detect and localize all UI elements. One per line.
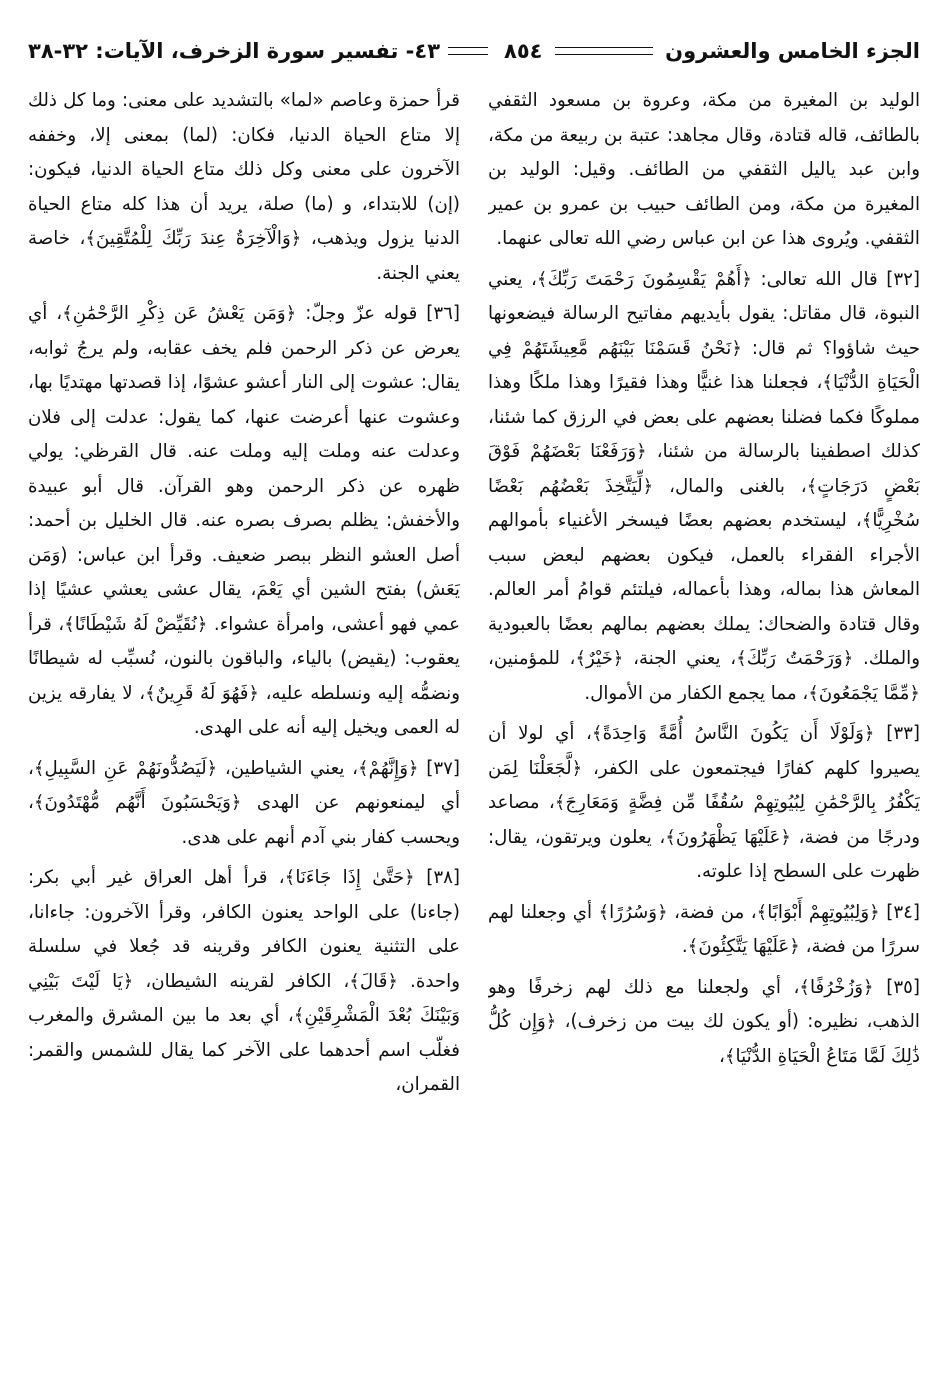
paragraph: [٣٤] ﴿وَلِبُيُوتِهِمْ أَبْوَابًا﴾، من فضة، ﴿وَسُرُرًا﴾ أي وجعلنا لهم سررًا من فضة، ﴿عَلَيْهَا يَتَّكِئُونَ﴾. (488, 901, 920, 957)
sura-info: ٤٣- تفسير سورة الزخرف، الآيات: ٣٢-٣٨ (28, 39, 441, 63)
right-column (488, 84, 920, 1374)
paragraph: [٣٨] ﴿حَتَّىٰ إِذَا جَاءَنَا﴾، قرأ أهل العراق غير أبي بكر: (جاءنا) على الواحد يعنون الكافر، وقرأ الآخرون: جاءانا، على التثنية يعنون الكافر وقرينه قد جُعلا في سلسلة واحدة. ﴿قَالَ﴾، الكافر لقرينه الشيطان، ﴿يَا لَيْتَ بَيْنِي وَبَيْنَكَ بُعْدَ الْمَشْرِقَيْنِ﴾، أي بعد ما بين المشرق والمغرب فغلّب اسم أحدهما على الآخر كما يقال للشمس والقمر: القمران، (28, 867, 460, 1095)
paragraph: [٣٥] ﴿وَزُخْرُفًا﴾، أي ولجعلنا مع ذلك لهم زخرفًا وهو الذهب، نظيره: (أو يكون لك بيت من زخرف)، ﴿وَإِن كُلُّ ذَٰلِكَ لَمَّا مَتَاعُ الْحَيَاةِ الدُّنْيَا﴾، (488, 976, 920, 1067)
left-column (28, 84, 460, 1374)
part-title: الجزء الخامس والعشرون (665, 39, 920, 63)
paragraph: الوليد بن المغيرة من مكة، وعروة بن مسعود الثقفي بالطائف، قاله قتادة، وقال مجاهد: عتبة بن ربيعة من مكة، وابن عبد ياليل الثقفي من الطائف. وقيل: الوليد بن المغيرة من مكة، ومن الطائف حبيب بن عمرو بن عمير الثقفي. ويُروى هذا عن ابن عباس رضي الله تعالى عنهما. (488, 90, 920, 249)
header-rule-short (448, 47, 488, 55)
paragraph: [٣٧] ﴿وَإِنَّهُمْ﴾، يعني الشياطين، ﴿لَيَصُدُّونَهُمْ عَنِ السَّبِيلِ﴾، أي ليمنعونهم عن الهدى ﴿وَيَحْسَبُونَ أَنَّهُم مُّهْتَدُونَ﴾، ويحسب كفار بني آدم أنهم على هدى. (28, 757, 460, 848)
paragraph: قرأ حمزة وعاصم «لما» بالتشديد على معنى: وما كل ذلك إلا متاع الحياة الدنيا، فكان: (لما) بمعنى إلا، وخففه الآخرون على معنى وكل ذلك متاع الحياة الدنيا، فيكون: (إن) للابتداء، و (ما) صلة، يريد أن هذا كله متاع الحياة الدنيا يزول ويذهب، ﴿وَالْآخِرَةُ عِندَ رَبِّكَ لِلْمُتَّقِينَ﴾، خاصة يعني الجنة. (28, 90, 460, 284)
paragraph: [٣٣] ﴿وَلَوْلَا أَن يَكُونَ النَّاسُ أُمَّةً وَاحِدَةً﴾، أي لولا أن يصيروا كلهم كفارًا فيجتمعون على الكفر، ﴿لَّجَعَلْنَا لِمَن يَكْفُرُ بِالرَّحْمَٰنِ لِبُيُوتِهِمْ سُقُفًا مِّن فِضَّةٍ وَمَعَارِجَ﴾، مصاعد ودرجًا من فضة، ﴿عَلَيْهَا يَظْهَرُونَ﴾، يعلون ويرتقون، يقال: ظهرت على السطح إذا علوته. (488, 723, 920, 882)
header-rule (555, 47, 654, 55)
page-number: ٨٥٤ (504, 39, 543, 63)
paragraph: [٣٢] قال الله تعالى: ﴿أَهُمْ يَقْسِمُونَ رَحْمَتَ رَبِّكَ﴾، يعني النبوة، قال مقاتل: يقول بأيديهم مفاتيح الرسالة فيضعونها حيث شاؤوا؟ ثم قال: ﴿نَحْنُ قَسَمْنَا بَيْنَهُم مَّعِيشَتَهُمْ فِي الْحَيَاةِ الدُّنْيَا﴾، فجعلنا هذا غنيًّا وهذا فقيرًا وهذا ملكًا وهذا مملوكًا فكما فضلنا بعضهم على بعض في الرزق كما شئنا، كذلك اصطفينا بالرسالة من شئنا، ﴿وَرَفَعْنَا بَعْضَهُمْ فَوْقَ بَعْضٍ دَرَجَاتٍ﴾، بالغنى والمال، ﴿لِّيَتَّخِذَ بَعْضُهُم بَعْضًا سُخْرِيًّا﴾، ليستخدم بعضهم بعضًا فيسخر الأغنياء بأموالهم الأجراء الفقراء بالعمل، فيكون بعضهم لبعض سبب المعاش هذا بماله، وهذا بأعماله، فيلتئم قوامُ أمر العالم. وقال قتادة والضحاك: يملك بعضهم بمالهم بعضًا بالعبودية والملك. ﴿وَرَحْمَتُ رَبِّكَ﴾، يعني الجنة، ﴿خَيْرٌ﴾، للمؤمنين، ﴿مِّمَّا يَجْمَعُونَ﴾، مما يجمع الكفار من الأموال. (488, 268, 920, 704)
paragraph: [٣٦] قوله عزّ وجلّ: ﴿وَمَن يَعْشُ عَن ذِكْرِ الرَّحْمَٰنِ﴾، أي يعرض عن ذكر الرحمن فلم يخف عقابه، ولم يرجُ ثوابه، يقال: عشوت إلى النار أعشو عشوًا، إذا قصدتها مهتديًا بها، وعشوت عنها أعرضت عنها، كما يقول: عدلت إلى فلان وعدلت عنه وملت إليه وملت عنه. قال القرظي: يولي ظهره عن ذكر الرحمن وهو القرآن. قال أبو عبيدة والأخفش: يظلم بصرف بصره عنه. قال الخليل بن أحمد: أصل العشو النظر ببصر ضعيف. وقرأ ابن عباس: (وَمَن يَعَش) بفتح الشين أي يَعْمَ، يقال عشى يعشي عشيًا إذا عمي فهو أعشى، وامرأة عشواء. ﴿نُقَيِّضْ لَهُ شَيْطَانًا﴾، قرأ يعقوب: (يقيض) بالياء، والباقون بالنون، نُسبِّب له شيطانًا ونضمُّه إليه ونسلطه عليه، ﴿فَهُوَ لَهُ قَرِينٌ﴾، لا يفارقه يزين له العمى ويخيل إليه أنه على الهدى. (28, 303, 460, 738)
page-header (28, 34, 920, 68)
